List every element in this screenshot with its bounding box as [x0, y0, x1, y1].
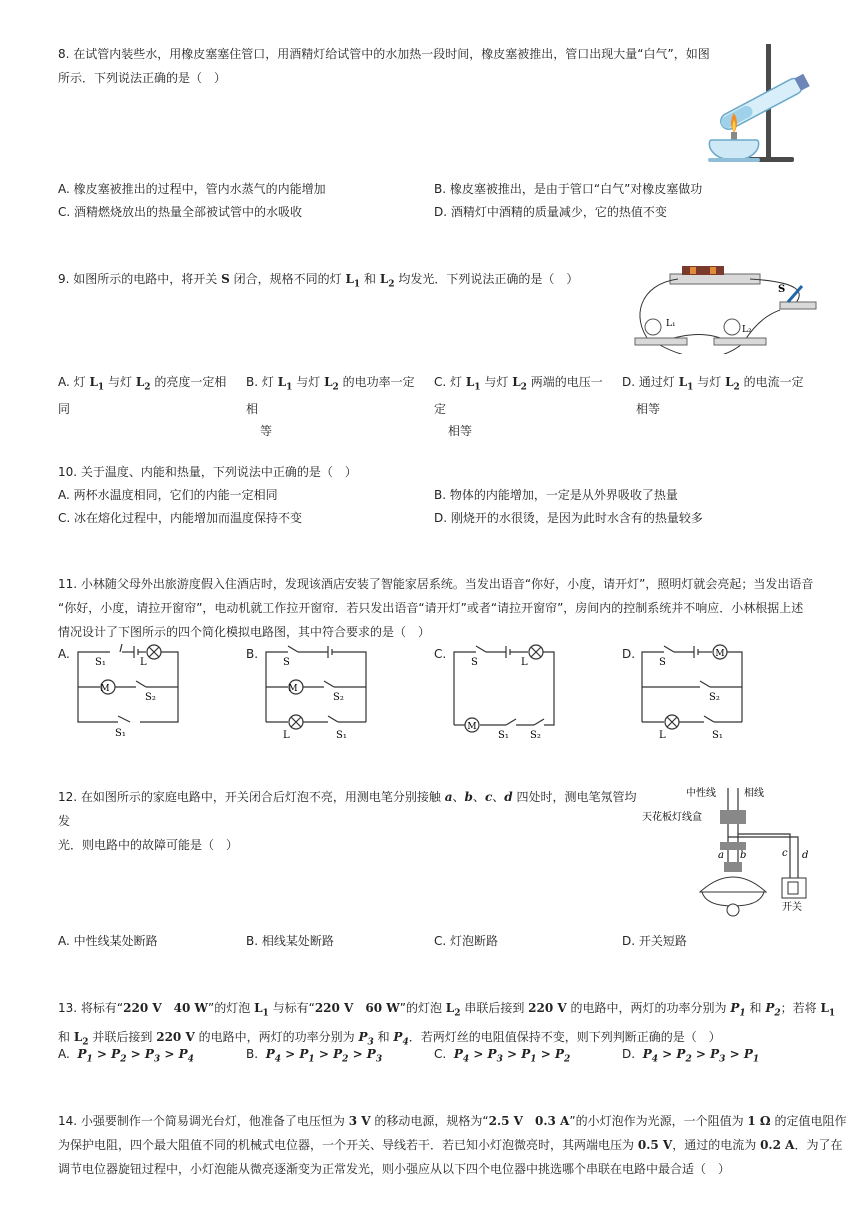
- series-lamp-circuit-figure: [630, 262, 820, 354]
- q10-option-c[interactable]: C. 冰在熔化过程中，内能增加而温度保持不变: [58, 511, 303, 525]
- question-9-stem: 9. 如图所示的电路中，将开关 S 闭合，规格不同的灯 $L_1$ 和 $L_2$ 均发光．下列说法正确的是（ ）: [58, 272, 579, 290]
- switch-label: S: [778, 284, 786, 295]
- q13-option-a[interactable]: A. $P_1 > P_2 > P_3 > P_4$: [58, 1047, 194, 1065]
- q11-option-c-label[interactable]: C.: [434, 647, 447, 661]
- question-10-stem: 10. 关于温度、内能和热量，下列说法中正确的是（ ）: [58, 465, 357, 479]
- svg-text:相线: 相线: [744, 788, 764, 799]
- q10-option-b[interactable]: B. 物体的内能增加，一定是从外界吸收了热量: [434, 488, 678, 502]
- q11-option-d-label[interactable]: D.: [622, 647, 636, 661]
- household-circuit-figure: [640, 782, 820, 920]
- svg-text:S₂: S₂: [333, 692, 344, 703]
- svg-text:S₂: S₂: [145, 692, 156, 703]
- q8-line2: 所示．下列说法正确的是（ ）: [58, 71, 227, 85]
- svg-text:S₁: S₁: [336, 730, 347, 740]
- lamp-2-label: L₂: [742, 325, 752, 335]
- svg-text:S: S: [283, 657, 290, 668]
- svg-text:S₂: S₂: [709, 692, 720, 703]
- q9-option-a[interactable]: A. 灯 $L_1$ 与灯 $L_2$ 的亮度一定相同: [58, 375, 227, 417]
- q12-option-c[interactable]: C. 灯泡断路: [434, 934, 499, 948]
- q13-option-c[interactable]: C. $P_4 > P_3 > P_1 > P_2$: [434, 1047, 571, 1065]
- svg-text:a: a: [718, 850, 724, 861]
- svg-text:M: M: [100, 684, 110, 694]
- q8-line1: 8. 在试管内装些水，用橡皮塞塞住管口，用酒精灯给试管中的水加热一段时间，橡皮塞被推出，管口出现大量“白气”，如图: [58, 47, 710, 61]
- svg-text:S₁: S₁: [498, 730, 509, 740]
- q11-circuit-b[interactable]: [258, 640, 378, 740]
- q13-option-d[interactable]: D. $P_4 > P_2 > P_3 > P_1$: [622, 1047, 760, 1065]
- q9-option-d[interactable]: D. 通过灯 $L_1$ 与灯 $L_2$ 的电流一定 相等: [622, 375, 804, 417]
- svg-text:c: c: [782, 848, 788, 859]
- question-14-stem: 14. 小强要制作一个简易调光台灯，他准备了电压恒为 3 V 的移动电源，规格为“2.5 V 0.3 A”的小灯泡作为光源，一个阻值为 1 Ω 的定值电阻作 为保护电阻，四个最大阻值不同的机械式电位器，一个开关、导线若干．若已知小灯泡微亮时，其两端电压为 0.5 V，通过的电流为 0.2 A．为了在 调节电位器旋钮过程中，小灯泡能从微亮逐渐变为正常发光，则小强应从以下四个电位器中挑选哪个串联在电路中最合适（ ）: [58, 1114, 847, 1176]
- svg-text:L: L: [283, 730, 290, 740]
- q10-option-a[interactable]: A. 两杯水温度相同，它们的内能一定相同: [58, 488, 278, 502]
- svg-text:d: d: [802, 850, 809, 861]
- q9-option-c[interactable]: C. 灯 $L_1$ 与灯 $L_2$ 两端的电压一定 相等: [434, 375, 603, 439]
- svg-text:b: b: [740, 850, 747, 861]
- q10-option-d[interactable]: D. 刚烧开的水很烫，是因为此时水含有的热量较多: [434, 511, 703, 525]
- test-tube-heating-figure: [700, 40, 815, 170]
- q11-circuit-d[interactable]: [634, 640, 754, 740]
- svg-text:S₁: S₁: [712, 730, 723, 740]
- svg-text:M: M: [715, 649, 725, 659]
- svg-text:L: L: [659, 730, 666, 740]
- q12-option-b[interactable]: B. 相线某处断路: [246, 934, 334, 948]
- q12-option-a[interactable]: A. 中性线某处断路: [58, 934, 158, 948]
- svg-text:S: S: [471, 657, 478, 668]
- q11-circuit-c[interactable]: [446, 640, 566, 740]
- svg-text:S: S: [659, 657, 666, 668]
- svg-text:天花板灯线盒: 天花板灯线盒: [642, 812, 702, 823]
- question-12-stem: 12. 在如图所示的家庭电路中，开关闭合后灯泡不亮，用测电笔分别接触 a、b、c、d 四处时，测电笔氖管均发 光．则电路中的故障可能是（ ）: [58, 790, 637, 852]
- q13-option-b[interactable]: B. $P_4 > P_1 > P_2 > P_3$: [246, 1047, 383, 1065]
- svg-text:S₁: S₁: [115, 728, 126, 739]
- q8-option-d[interactable]: D. 酒精灯中酒精的质量减少，它的热值不变: [434, 205, 667, 219]
- lamp-1-label: L₁: [666, 319, 676, 329]
- q8-option-a[interactable]: A. 橡皮塞被推出的过程中，管内水蒸气的内能增加: [58, 182, 326, 196]
- svg-text:S₂: S₂: [530, 730, 541, 740]
- q11-circuit-a[interactable]: [70, 640, 190, 740]
- svg-text:M: M: [288, 684, 298, 694]
- svg-text:开关: 开关: [782, 902, 802, 913]
- q11-option-a-label[interactable]: A.: [58, 647, 70, 661]
- svg-text:L: L: [140, 657, 147, 668]
- question-13-stem: 13. 将标有“220 V 40 W”的灯泡 $L_1$ 与标有“220 V 60 W”的灯泡 $L_2$ 串联后接到 220 V 的电路中，两灯的功率分别为 $P_1$ 和 $P_2$；若将 $L_1$ 和 $L_2$ 并联后接到 220 V 的电路中，两灯的功率分别为 $P_3$ 和 $P_4$．若两灯丝的电阻值保持不变，则下列判断正确的是（ ）: [58, 1001, 836, 1048]
- question-11-stem: 11. 小林随父母外出旅游度假入住酒店时，发现该酒店安装了智能家居系统。当发出语音“你好，小度，请开灯”，照明灯就会亮起；当发出语音 “你好，小度，请拉开窗帘”，电动机就工作拉开窗帘．若只发出语音“请开灯”或者“请拉开窗帘”，房间内的控制系统并不响应．小林根据上述 情况设计了下图所示的四个简化模拟电路图，其中符合要求的是（ ）: [58, 577, 814, 639]
- svg-text:M: M: [467, 722, 477, 732]
- q9-option-b[interactable]: B. 灯 $L_1$ 与灯 $L_2$ 的电功率一定相 等: [246, 375, 415, 439]
- q12-option-d[interactable]: D. 开关短路: [622, 934, 687, 948]
- svg-text:L: L: [521, 657, 528, 668]
- svg-text:S₁: S₁: [95, 657, 106, 668]
- q8-option-b[interactable]: B. 橡皮塞被推出，是由于管口“白气”对橡皮塞做功: [434, 182, 703, 196]
- q11-option-b-label[interactable]: B.: [246, 647, 259, 661]
- svg-text:中性线: 中性线: [686, 788, 716, 799]
- q8-option-c[interactable]: C. 酒精燃烧放出的热量全部被试管中的水吸收: [58, 205, 303, 219]
